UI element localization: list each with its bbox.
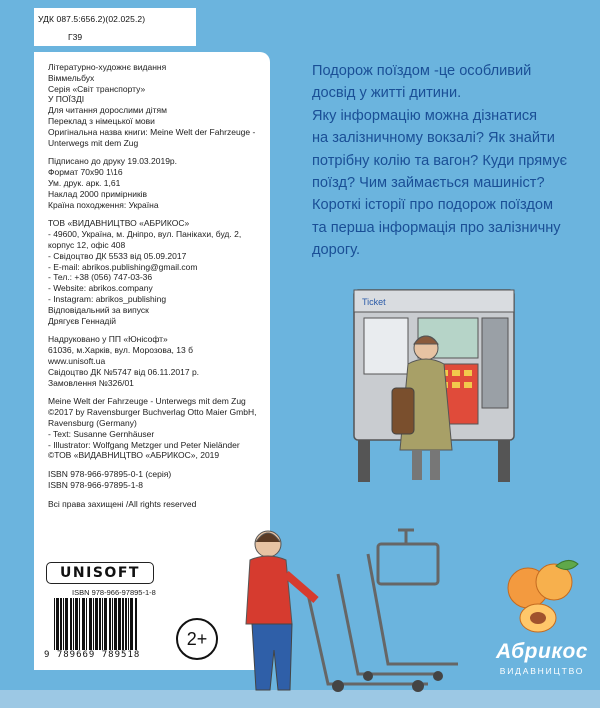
imprint-line: - Тел.: +38 (056) 747-03-36 [48, 272, 153, 283]
imprint-line: Дрягуєв Геннадій [48, 315, 117, 326]
barcode-bar [102, 598, 103, 650]
imprint-line: - Website: abrikos.company [48, 283, 153, 294]
imprint-text [48, 62, 268, 509]
ticket-machine-illustration [348, 284, 520, 484]
barcode-bar [54, 598, 55, 650]
imprint-line: Формат 70х90 1\16 [48, 167, 123, 178]
imprint-line: ©2017 by Ravensburger Buchverlag Otto Maier GmbH, [48, 407, 257, 418]
barcode-bar [86, 598, 87, 650]
barcode-bar [135, 598, 137, 650]
imprint-line: - Text: Susanne Gernhäuser [48, 428, 155, 439]
barcode-bar [104, 598, 107, 650]
imprint-line: Надруковано у ПП «Юнісофт» [48, 334, 168, 345]
barcode-isbn: ISBN 978-966-97895-1-8 [72, 588, 156, 597]
isbn-line: ISBN 978-966-97895-0-1 (серія) [48, 469, 172, 480]
barcode-bar [65, 598, 68, 650]
imprint-line: Країна походження: Україна [48, 199, 159, 210]
udk-code: УДК 087.5:656.2)(02.025.2) [38, 14, 146, 24]
imprint-line: Відповідальний за випуск [48, 304, 149, 315]
description-line: на залізничному вокзалі? Як знайти [312, 130, 555, 147]
description-line: Короткі історії про подорож поїздом [312, 197, 554, 214]
imprint-line: - E-mail: abrikos.publishing@gmail.com [48, 261, 198, 272]
barcode-bar [118, 598, 121, 650]
author-mark: Г39 [68, 32, 83, 42]
imprint-line: Свідоцтво ДК №5747 від 06.11.2017 р. [48, 366, 200, 377]
imprint-line: Ум. друк. арк. 1,61 [48, 177, 121, 188]
barcode-bar [70, 598, 72, 650]
barcode-bar [112, 598, 113, 650]
barcode-bar [99, 598, 101, 650]
imprint-line: Замовлення №326/01 [48, 377, 134, 388]
imprint-line: Ravensburg (Germany) [48, 417, 137, 428]
imprint-line: - Instagram: abrikos_publishing [48, 293, 167, 304]
publisher-name: Абрикос [496, 640, 588, 663]
imprint-line: 61036, м.Харків, вул. Морозова, 13 б [48, 345, 193, 356]
barcode-bar [125, 598, 127, 650]
description-line: Яку інформацію можна дізнатися [312, 107, 538, 124]
description-line: поїзд? Чим займається машиніст? [312, 175, 545, 192]
imprint-line: Оригінальна назва книги: Meine Welt der Fahrzeuge - [48, 126, 256, 137]
imprint-line: Підписано до друку 19.03.2019р. [48, 156, 178, 167]
description-line: потрібну колію та вагон? Куди прямує [312, 152, 568, 169]
machine-logo-text: Ticket [362, 297, 386, 307]
description-line: Подорож поїздом -це особливий [312, 63, 532, 79]
imprint-line: - Свідоцтво ДК 5533 від 05.09.2017 [48, 250, 187, 261]
imprint-line: Переклад з німецької мови [48, 115, 155, 126]
imprint-line: Серія «Світ транспорту» [48, 83, 146, 94]
barcode-number: 9 789669 789518 [44, 650, 141, 660]
udk-label [34, 8, 196, 46]
age-rating-badge: 2+ [176, 618, 218, 660]
rights-line: Всі права захищені /All rights reserved [48, 498, 197, 509]
barcode-bar [95, 598, 98, 650]
isbn-barcode [52, 598, 172, 650]
barcode-bar [56, 598, 59, 650]
barcode-bar [89, 598, 92, 650]
imprint-line: - 49600, Україна, м. Дніпро, вул. Панікахи, буд. 2, [48, 229, 242, 240]
luggage-carts-illustration [228, 514, 478, 694]
description-line: та перша інформація про залізничну [312, 219, 561, 236]
barcode-bar [73, 598, 74, 650]
isbn-line: ISBN 978-966-97895-1-8 [48, 479, 143, 490]
barcode-bar [122, 598, 124, 650]
barcode-bar [130, 598, 133, 650]
book-description [312, 60, 596, 262]
description-line: дорогу. [312, 242, 361, 259]
description-line: досвід у житті дитини. [312, 85, 462, 102]
barcode-bar [79, 598, 80, 650]
barcode-bar [82, 598, 85, 650]
barcode-bar [75, 598, 78, 650]
barcode-bar [93, 598, 94, 650]
barcode-bar [109, 598, 111, 650]
publisher-brand [488, 640, 596, 692]
imprint-line: ТОВ «ВИДАВНИЦТВО «АБРИКОС» [48, 218, 190, 229]
imprint-line: www.unisoft.ua [48, 355, 106, 366]
imprint-line: Unterwegs mit dem Zug [48, 137, 139, 148]
barcode-bar [128, 598, 129, 650]
imprint-line: корпус 12, офіс 408 [48, 239, 126, 250]
barcode-bar [63, 598, 64, 650]
imprint-line: ©ТОВ «ВИДАВНИЦТВО «АБРИКОС», 2019 [48, 450, 220, 461]
barcode-bar [114, 598, 117, 650]
publisher-subtitle: ВИДАВНИЦТВО [499, 666, 585, 676]
imprint-line: Віммельбух [48, 72, 95, 83]
imprint-line: У ПОЇЗДІ [48, 94, 85, 105]
barcode-bar [60, 598, 62, 650]
apricot-illustration [500, 552, 582, 636]
unisoft-logo: UNISOFT [46, 562, 154, 584]
imprint-line: Літературно-художнє видання [48, 62, 167, 72]
imprint-line: - Illustrator: Wolfgang Metzger und Peter Nieländer [48, 439, 240, 450]
imprint-line: Наклад 2000 примірників [48, 188, 148, 199]
imprint-line: Для читання дорослими дітям [48, 105, 167, 116]
imprint-line: Meine Welt der Fahrzeuge - Unterwegs mit dem Zug [48, 396, 246, 407]
